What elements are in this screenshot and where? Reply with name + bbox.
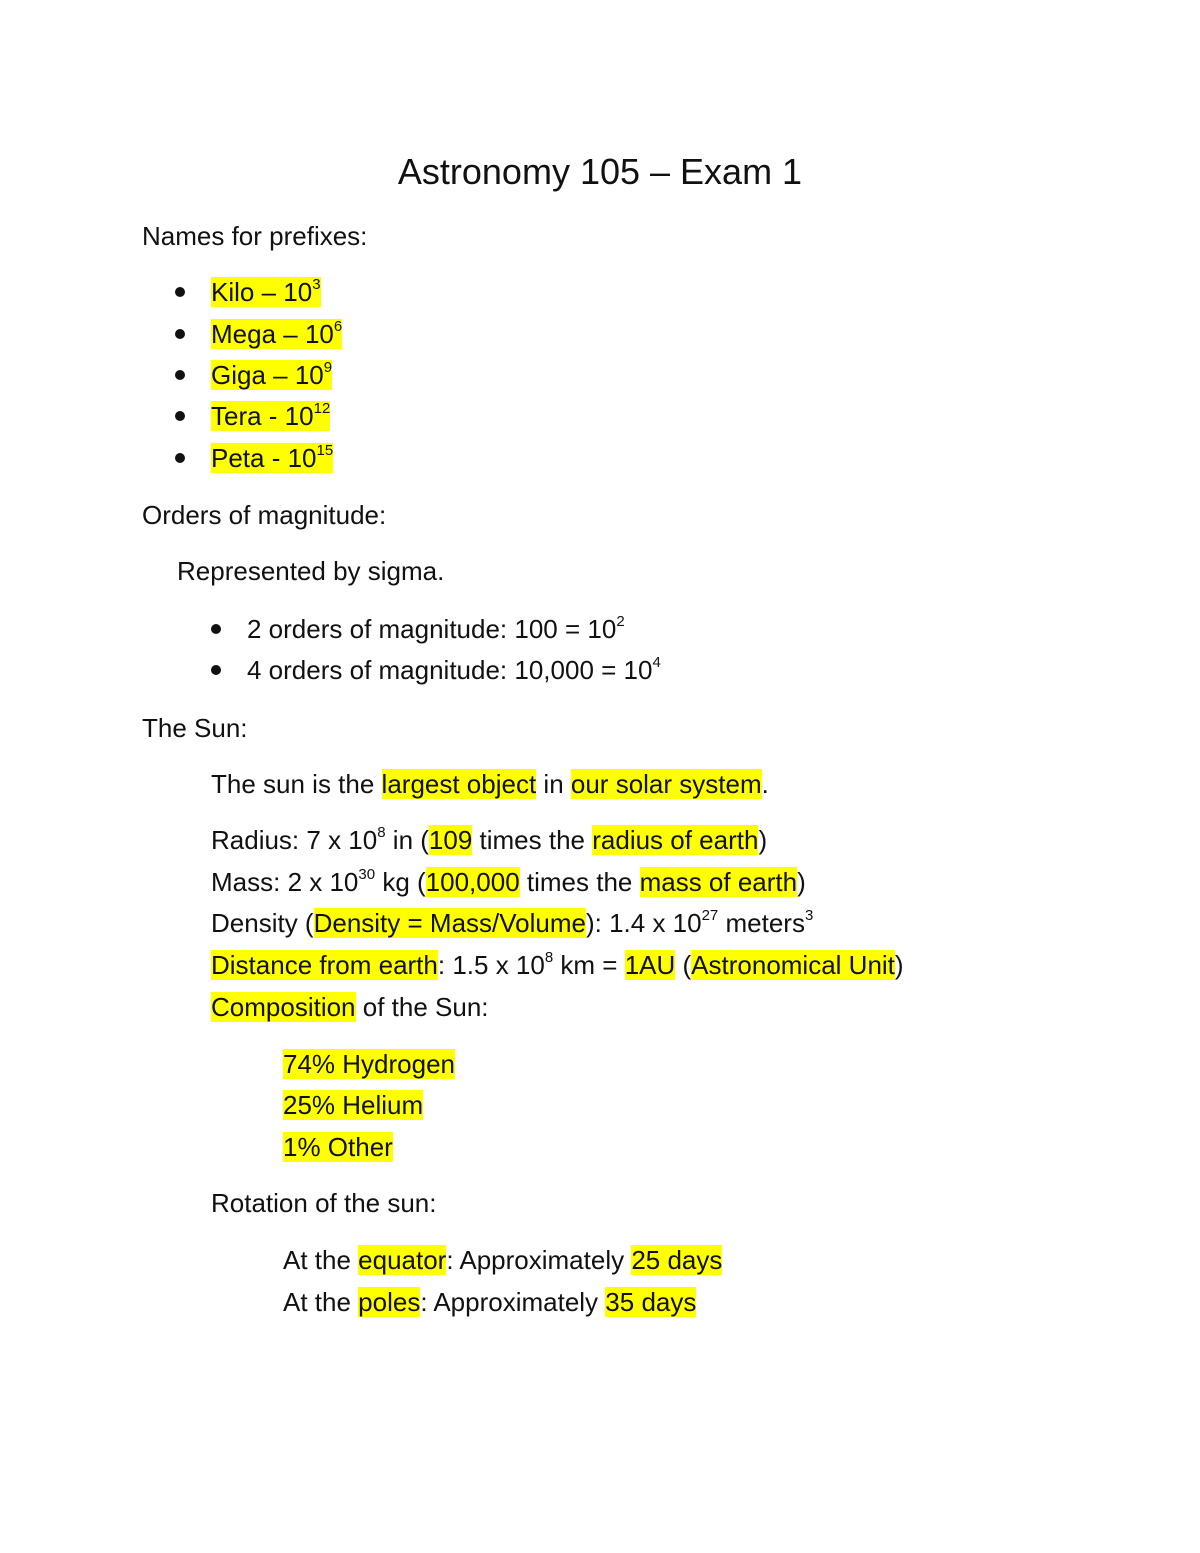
prefix-text: [211, 443, 333, 473]
highlighted-text: our solar system: [570, 769, 762, 799]
bullet-icon: [175, 370, 185, 380]
highlighted-text: 25% Helium: [283, 1090, 424, 1120]
bullet-icon: [175, 453, 185, 463]
prefix-item-kilo: [175, 274, 321, 310]
prefix-item-peta: [175, 440, 333, 476]
highlighted-text: 109: [428, 825, 473, 855]
highlighted-text: Distance from earth: [211, 950, 438, 980]
highlighted-text: radius of earth: [592, 825, 759, 855]
text-span: : Approximately: [420, 1287, 606, 1317]
highlighted-text: largest object: [381, 769, 537, 799]
page-title: Astronomy 105 – Exam 1: [397, 151, 803, 192]
highlighted-text: 25 days: [631, 1245, 723, 1275]
superscript: 15: [316, 442, 334, 460]
prefix-item-giga: [175, 357, 332, 393]
magnitude-item: [211, 652, 661, 688]
prefix-text: [211, 360, 332, 390]
text-span: Tera - 10: [211, 401, 314, 431]
text-span: : 1.5 x 10: [437, 950, 545, 980]
superscript: 8: [377, 824, 386, 842]
magnitude-intro: Represented by sigma.: [177, 556, 445, 586]
text-span: Mega – 10: [211, 319, 334, 349]
bullet-icon: [211, 665, 221, 675]
text-span: : Approximately: [446, 1245, 632, 1275]
rotation-equator-line: [283, 1242, 722, 1278]
bullet-icon: [175, 411, 185, 421]
text-span: Radius: 7 x 10: [211, 825, 378, 855]
bullet-icon: [175, 329, 185, 339]
sun-distance-line: [211, 947, 904, 983]
text-span: Kilo – 10: [211, 277, 313, 307]
sun-radius-line: [211, 822, 767, 858]
text-span: times the: [519, 867, 640, 897]
magnitude-heading: Orders of magnitude:: [142, 500, 387, 530]
text-span: km =: [553, 950, 625, 980]
superscript: 4: [652, 654, 661, 672]
text-span: Peta - 10: [211, 443, 317, 473]
text-span: ): [894, 950, 904, 980]
text-span: ): [797, 867, 806, 897]
text-span: At the: [283, 1287, 359, 1317]
superscript: 3: [804, 907, 814, 925]
highlighted-text: Composition: [211, 992, 356, 1022]
text-span: in (: [385, 825, 429, 855]
prefix-text: [211, 401, 330, 431]
text-span: in: [536, 769, 571, 799]
superscript: 30: [358, 866, 376, 884]
superscript: 2: [616, 613, 625, 631]
superscript: 8: [544, 949, 554, 967]
superscript: 9: [323, 359, 333, 377]
prefix-item-tera: [175, 398, 330, 434]
sun-mass-line: [211, 864, 806, 900]
highlighted-text: Astronomical Unit: [691, 950, 895, 980]
text-span: .: [761, 769, 769, 799]
highlighted-text: 1AU: [624, 950, 676, 980]
prefix-text: [211, 277, 321, 307]
text-span: 4 orders of magnitude: 10,000 = 10: [247, 655, 653, 685]
composition-item: [283, 1087, 423, 1123]
highlighted-text: mass of earth: [639, 867, 798, 897]
text-span: (: [675, 950, 692, 980]
prefix-text: [211, 319, 342, 349]
composition-item: [283, 1129, 393, 1165]
highlighted-text: 100,000: [425, 867, 520, 897]
highlighted-text: poles: [358, 1287, 421, 1317]
text-span: Density (: [211, 908, 314, 938]
highlighted-text: 1% Other: [283, 1132, 393, 1162]
text-span: Mass: 2 x 10: [211, 867, 359, 897]
rotation-poles-line: [283, 1284, 696, 1320]
text-span: kg (: [375, 867, 426, 897]
highlighted-text: Density = Mass/Volume: [313, 908, 586, 938]
prefixes-heading: Names for prefixes:: [142, 221, 368, 251]
text-span: Giga – 10: [211, 360, 324, 390]
superscript: 12: [313, 400, 331, 418]
superscript: 3: [312, 276, 321, 294]
sun-heading: The Sun:: [142, 713, 248, 743]
highlighted-text: equator: [358, 1245, 447, 1275]
prefix-item-mega: [175, 316, 342, 352]
text-span: The sun is the: [211, 769, 382, 799]
highlighted-text: 74% Hydrogen: [283, 1049, 455, 1079]
text-span: meters: [718, 908, 805, 938]
bullet-icon: [175, 287, 185, 297]
sun-density-line: [211, 905, 813, 941]
text-span: 2 orders of magnitude: 100 = 10: [247, 614, 617, 644]
text-span: At the: [283, 1245, 359, 1275]
sun-largest-line: [211, 766, 769, 802]
text-span: ): [758, 825, 768, 855]
superscript: 27: [701, 907, 719, 925]
bullet-icon: [211, 624, 221, 634]
highlighted-text: 35 days: [605, 1287, 697, 1317]
text-span: ): 1.4 x 10: [585, 908, 702, 938]
magnitude-item: [211, 611, 625, 647]
superscript: 6: [333, 318, 343, 336]
sun-composition-line: [211, 989, 489, 1025]
text-span: times the: [472, 825, 593, 855]
composition-item: [283, 1046, 455, 1082]
text-span: of the Sun:: [355, 992, 489, 1022]
rotation-heading: Rotation of the sun:: [211, 1188, 437, 1218]
